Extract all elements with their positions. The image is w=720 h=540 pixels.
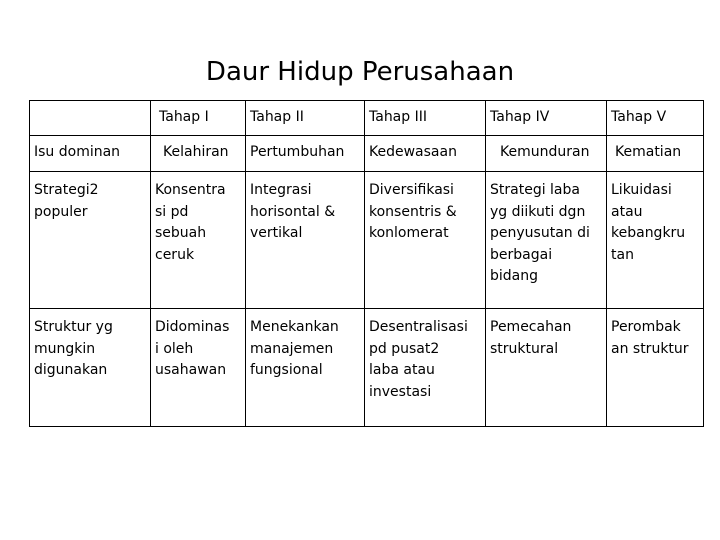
table-cell: Pertumbuhan [246,136,365,172]
header-row [30,101,704,136]
table-cell: Diversifikasi konsentris & konlomerat [365,172,486,309]
table-cell: Konsentra si pd sebuah ceruk [151,172,246,309]
header-cell-empty [30,101,151,136]
table-cell: Integrasi horisontal & vertikal [246,172,365,309]
table-cell: Strategi laba yg diikuti dgn penyusutan di berbagai bidang [486,172,607,309]
table-row [30,309,704,427]
header-cell-tahap-2: Tahap II [246,101,365,136]
table-cell: Perombak an struktur [607,309,704,427]
row-label: Strategi2 populer [30,172,151,309]
table-cell: Kemunduran [486,136,607,172]
row-label: Struktur yg mungkin digunakan [30,309,151,427]
row-label: Isu dominan [30,136,151,172]
table-row [30,136,704,172]
header-cell-tahap-1: Tahap I [151,101,246,136]
table-cell: Kelahiran [151,136,246,172]
life-cycle-table [29,100,704,427]
table-cell: Likuidasi atau kebangkru tan [607,172,704,309]
table-cell: Kematian [607,136,704,172]
header-cell-tahap-5: Tahap V [607,101,704,136]
table-row [30,172,704,309]
table-cell: Pemecahan struktural [486,309,607,427]
table-cell: Desentralisasi pd pusat2 laba atau investasi [365,309,486,427]
table-cell: Menekankan manajemen fungsional [246,309,365,427]
table-cell: Kedewasaan [365,136,486,172]
header-cell-tahap-4: Tahap IV [486,101,607,136]
page-title: Daur Hidup Perusahaan [205,57,515,87]
header-cell-tahap-3: Tahap III [365,101,486,136]
table-cell: Didominas i oleh usahawan [151,309,246,427]
